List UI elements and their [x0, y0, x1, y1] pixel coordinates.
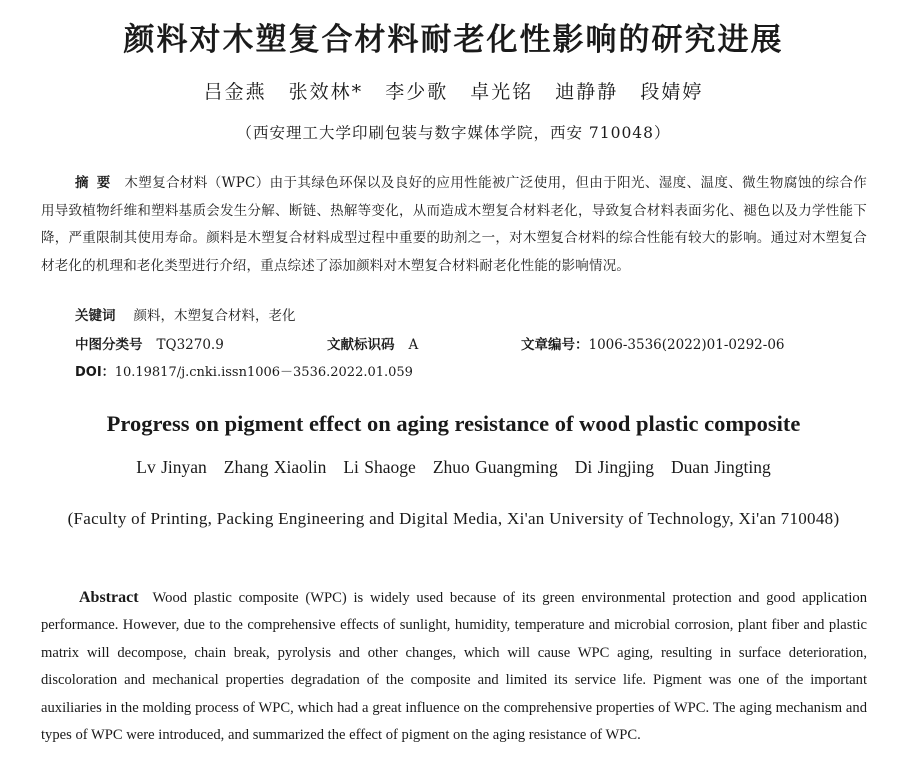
article-no-label: 文章编号： [521, 337, 589, 353]
english-authors [0, 454, 907, 480]
chinese-authors: 吕金燕 张效林* 李少歌 卓光铭 迪静静 段婧婷 [203, 81, 704, 103]
chinese-affiliation: （西安理工大学印刷包装与数字媒体学院，西安 710048） [236, 124, 671, 142]
article-no-value: 1006-3536(2022)01-0292-06 [588, 337, 785, 353]
keywords-value: 颜料，木塑复合材料，老化 [133, 308, 296, 324]
author-name: Zhuo Guangming [432, 457, 558, 477]
author-name: Lv Jinyan [136, 457, 207, 477]
author-name: Zhang Xiaolin [223, 457, 327, 477]
chinese-abstract [41, 170, 867, 280]
doi-value: 10.19817/j.cnki.issn1006－3536.2022.01.059 [114, 365, 413, 380]
doi-line [75, 361, 413, 385]
author-name: Di Jingjing [574, 457, 655, 477]
english-affiliation: (Faculty of Printing, Packing Engineering and Digital Media, Xi'an University of Technology, Xi'an 710048) [67, 509, 840, 528]
author-name: Li Shaoge [343, 457, 416, 477]
clc-value: TQ3270.9 [156, 337, 224, 353]
english-abstract-label: Abstract [79, 589, 139, 606]
english-title: Progress on pigment effect on aging resistance of wood plastic composite [106, 411, 801, 436]
clc-label: 中图分类号 [75, 337, 143, 353]
author-name: Duan Jingting [671, 457, 771, 477]
chinese-keywords [75, 304, 296, 328]
clc-cell [75, 333, 224, 357]
article-no-cell [521, 333, 785, 357]
english-abstract-text: Wood plastic composite (WPC) is widely used because of its green environmental protection and good application performance. However, due to the comprehensive effects of sunlight, humidity, temperature and microbial corrosion, plant fiber and plastic matrix will decompose, chain break, pyrolysis and other changes, which will cause WPC aging, resulting in surface deterioration, discoloration and mechanical properties degradation of the composite and limited its service life. Pigment was one of the important auxiliaries in the molding process of WPC, which had a great influence on the comprehensive properties of WPC. The aging mechanism and types of WPC were introduced, and summarized the effect of pigment on the aging resistance of WPC. [41, 590, 867, 744]
english-abstract [41, 584, 867, 749]
doc-code-label: 文献标识码 [327, 337, 395, 353]
keywords-label: 关键词 [75, 308, 116, 324]
chinese-abstract-label: 摘要 [75, 175, 119, 191]
doc-code-value: A [408, 337, 419, 353]
doi-label: DOI： [75, 365, 115, 380]
chinese-abstract-text: 木塑复合材料（WPC）由于其绿色环保以及良好的应用性能被广泛使用，但由于阳光、湿度、温度、微生物腐蚀的综合作用导致植物纤维和塑料基质会发生分解、断链、热解等变化，从而造成木塑复合材料老化，导致复合材料表面劣化、褪色以及力学性能下降，严重限制其使用寿命。颜料是木塑复合材料成型过程中重要的助剂之一，对木塑复合材料的综合性能有较大的影响。通过对木塑复合材老化的机理和老化类型进行介绍，重点综述了添加颜料对木塑复合材料耐老化性能的影响情况。 [41, 175, 868, 274]
chinese-title: 颜料对木塑复合材料耐老化性影响的研究进展 [123, 22, 784, 58]
doc-code-cell [327, 333, 418, 357]
